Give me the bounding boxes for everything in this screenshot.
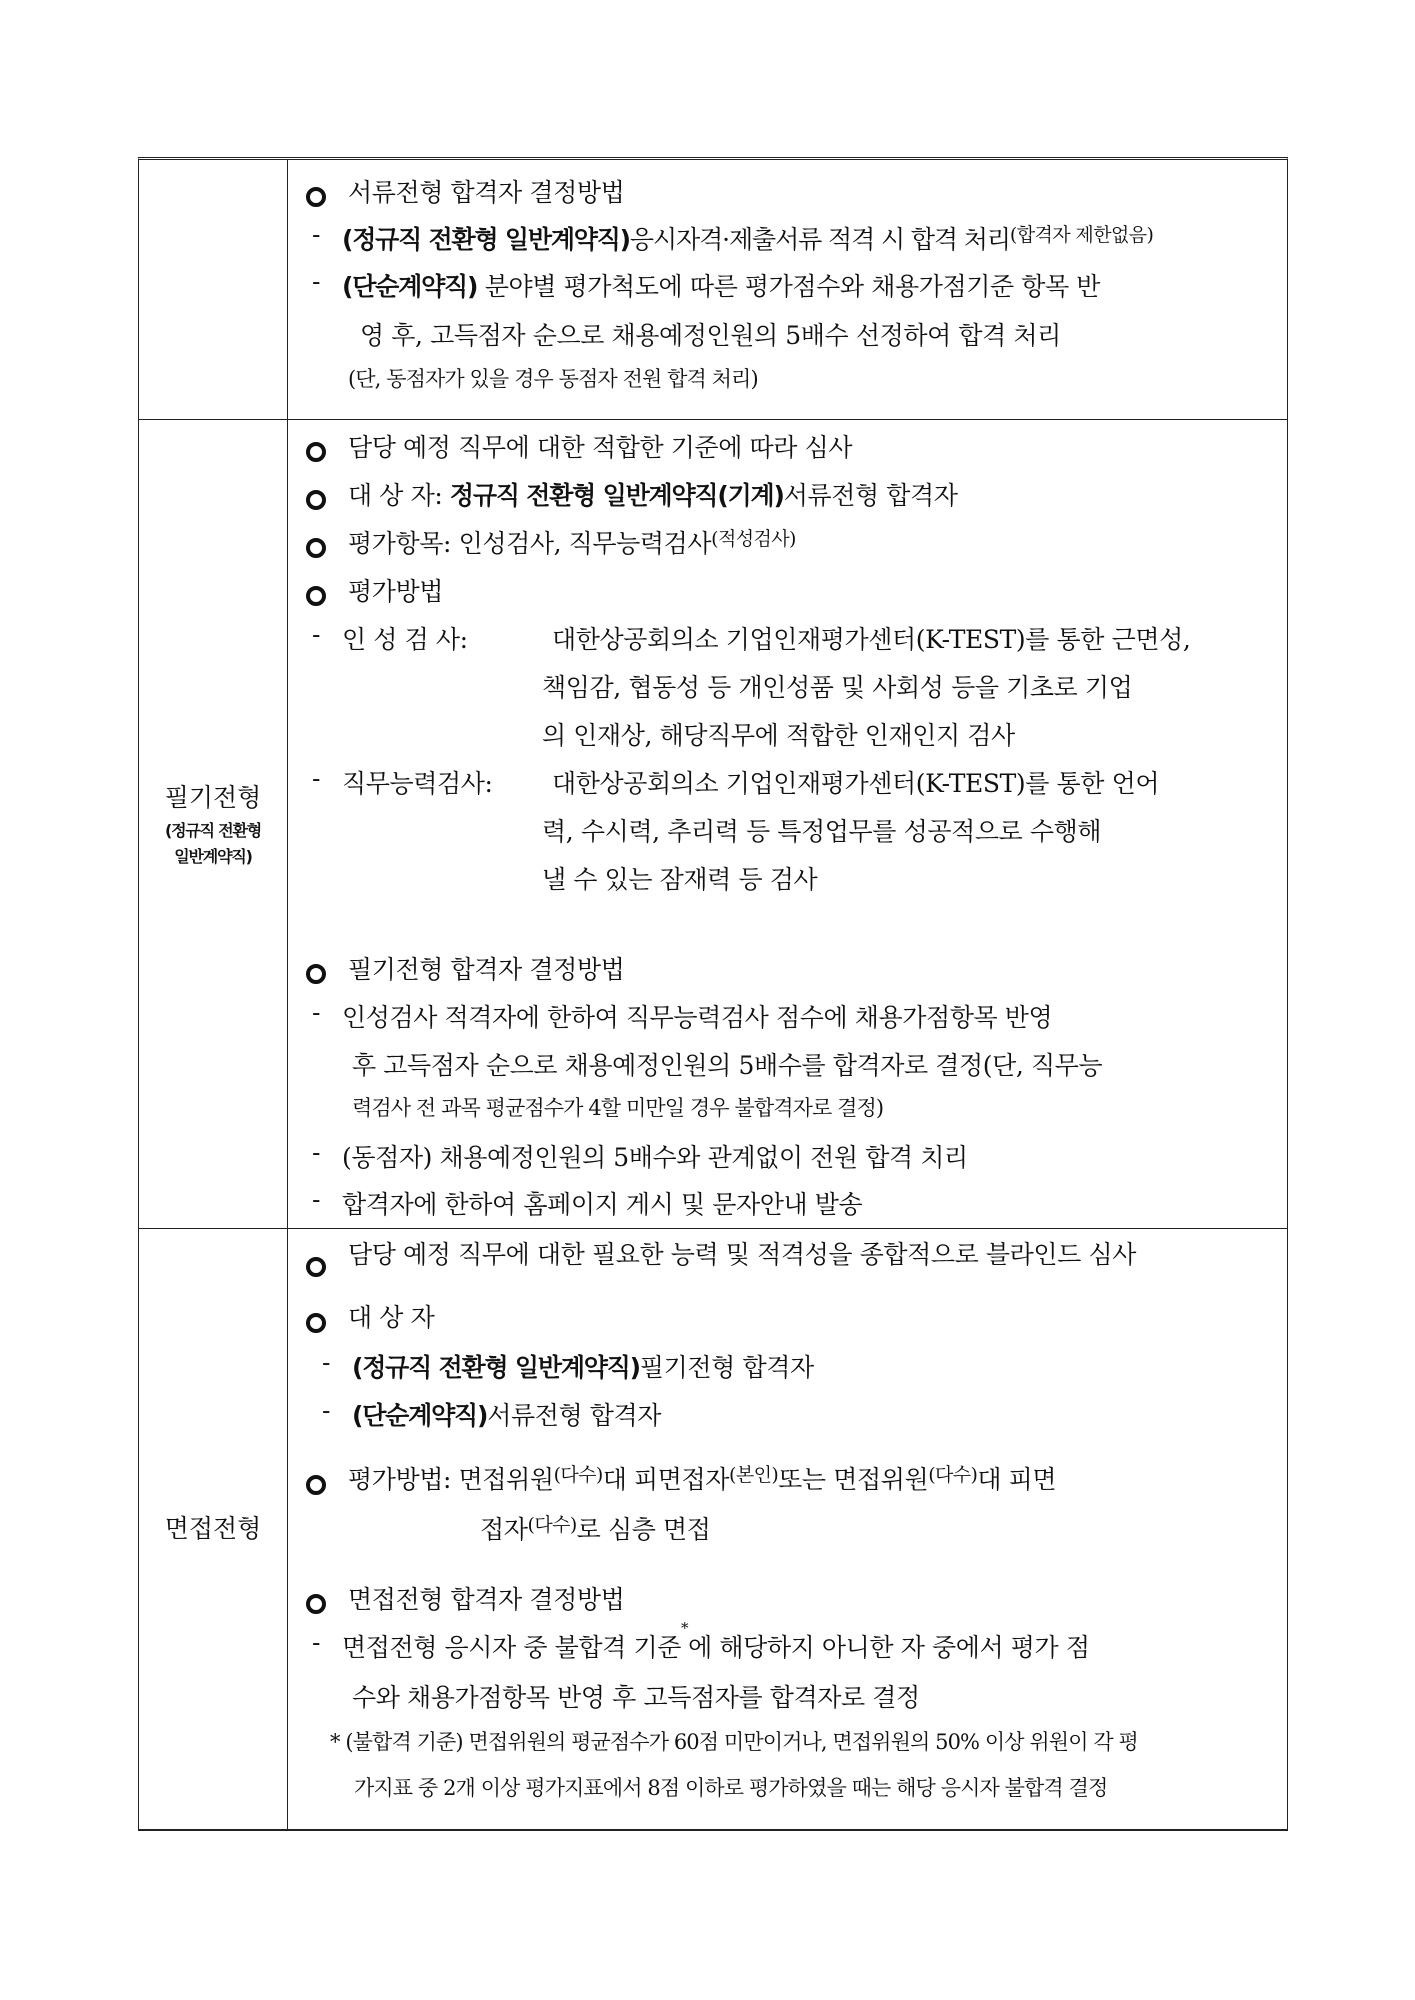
bullet-line: 담당 예정 직무에 대한 필요한 능력 및 적격성을 종합적으로 블라인드 심사 [304,1235,1273,1298]
row-content [288,1229,1287,1829]
row-label-written-test: 필기전형 (정규직 전환형 일반계약직) [139,420,288,1228]
circle-bullet-icon [306,1594,326,1614]
row-label-empty [139,160,288,419]
circle-bullet-icon [306,1313,326,1333]
dash-line: - (단순계약직) 분야별 평가척도에 따른 평가점수와 채용가점기준 항목 반 [312,267,1101,301]
dash-line: - 합격자에 한하여 홈페이지 게시 및 문자안내 발송 [312,1185,863,1219]
continuation-line: 수와 채용가점항목 반영 후 고득점자를 합격자로 결정 [352,1683,920,1712]
continuation-line: 력검사 전 과목 평균점수가 4할 미만일 경우 불합격자로 결정) [352,1096,884,1120]
bullet-line: 대 상 자: 정규직 전환형 일반계약직(기계) 서류전형 합격자 [304,476,1273,524]
row-content [288,160,1287,419]
dash-line: - 인성검사 적격자에 한하여 직무능력검사 점수에 채용가점항목 반영 [312,998,1053,1032]
circle-bullet-icon [306,964,326,984]
footnote-line: * (불합격 기준) 면접위원의 평균점수가 60점 미만이거나, 면접위원의 50% 이상 위원이 각 평 [330,1730,1138,1754]
note-line: (단, 동점자가 있을 경우 동점자 전원 합격 처리) [348,367,758,391]
term-personality-test: 인 성 검 사: [342,625,468,654]
definition-line: - 인 성 검 사: 대한상공회의소 기업인재평가센터(K-TEST)를 통한 근면성, [304,620,1273,668]
continuation-line: 책임감, 협동성 등 개인성품 및 사회성 등을 기초로 기업 [542,673,1133,702]
row-document-screening [139,160,1287,419]
circle-bullet-icon [306,1475,326,1495]
circle-bullet-icon [306,490,326,510]
bullet-line: 평가항목: 인성검사, 직무능력검사 (적성검사) [304,524,1273,572]
row-content [288,420,1287,1228]
footnote-line: 가지표 중 2개 이상 평가지표에서 8점 이하로 평가하였을 때는 해당 응시자 불합격 결정 [354,1776,1108,1800]
bullet-line: 면접전형 합격자 결정방법 [304,1580,1273,1628]
circle-bullet-icon [306,586,326,606]
bullet-line: 평가방법 [304,572,1273,620]
continuation-line: 의 인재상, 해당직무에 적합한 인재인지 검사 [542,721,1015,750]
row-interview [139,1228,1287,1829]
row-written-test [139,419,1287,1228]
circle-bullet-icon [306,1257,326,1277]
row-label-interview: 면접전형 [139,1229,288,1829]
continuation-line: 후 고득점자 순으로 채용예정인원의 5배수를 합격자로 결정(단, 직무능 [352,1051,1103,1080]
continuation-line: 력, 수시력, 추리력 등 특정업무를 성공적으로 수행해 [542,817,1102,846]
bullet-line: 필기전형 합격자 결정방법 [304,950,1273,998]
dash-line: - (정규직 전환형 일반계약직) 필기전형 합격자 [322,1348,814,1382]
definition-line: - 직무능력검사: 대한상공회의소 기업인재평가센터(K-TEST)를 통한 언어 [304,764,1273,812]
continuation-line: 영 후, 고득점자 순으로 채용예정인원의 5배수 선정하여 합격 처리 [360,321,1061,350]
bullet-line: 대 상 자 [304,1298,1273,1348]
dash-line: - (동점자) 채용예정인원의 5배수와 관계없이 전원 합격 치리 [312,1138,968,1172]
term-aptitude-test: 직무능력검사: [342,769,493,798]
bullet-line: 담당 예정 직무에 대한 적합한 기준에 따라 심사 [304,428,1273,476]
circle-bullet-icon [306,442,326,462]
selection-criteria-table [138,157,1288,1831]
bullet-line: 평가방법: 면접위원 (다수) 대 피면접자 (본인) 또는 면접위원 (다수) 대 피면 [304,1460,1273,1510]
circle-bullet-icon [306,538,326,558]
dash-line: - 면접전형 응시자 중 불합격 기준 * 에 해당하지 아니한 자 중에서 평가 점 [312,1619,1090,1662]
dash-line: - (단순계약직) 서류전형 합격자 [322,1396,662,1430]
continuation-line: 낼 수 있는 잠재력 등 검사 [542,865,818,894]
dash-line: - (정규직 전환형 일반계약직) 응시자격·제출서류 적격 시 합격 처리 (합격자 제한없음) [312,220,1154,254]
bullet-line: 서류전형 합격자 결정방법 [304,173,1273,220]
continuation-line: 접자 (다수) 로 심층 면접 [480,1514,711,1544]
circle-bullet-icon [306,187,326,207]
